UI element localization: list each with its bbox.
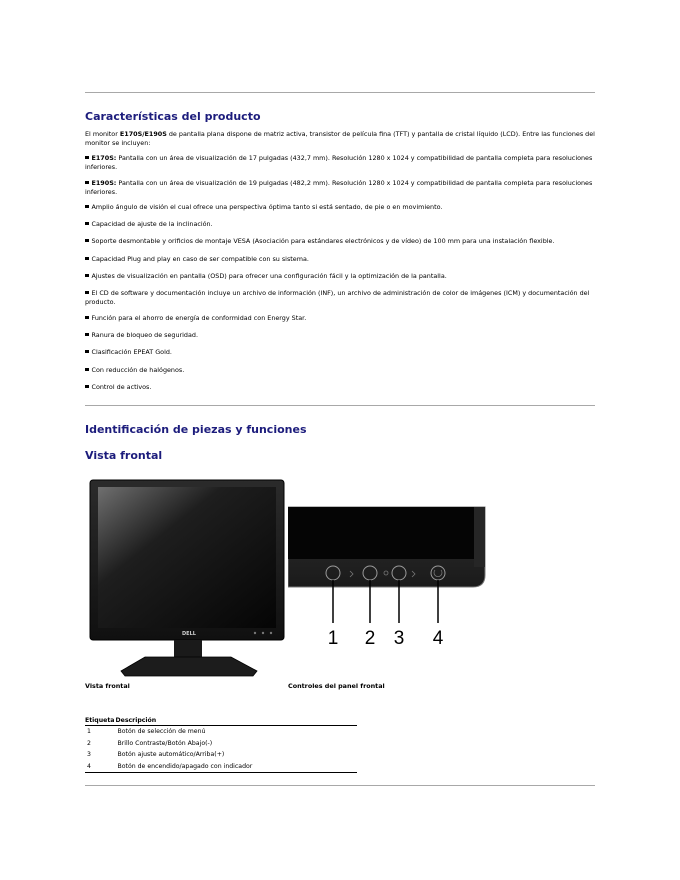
intro-models: E170S/E190S: [119, 130, 167, 138]
table-row: [85, 749, 357, 761]
intro-paragraph: [85, 130, 595, 148]
bullet-square-icon: [85, 257, 89, 261]
section-title-parts: Identificación de piezas y funciones: [85, 423, 307, 436]
feature-item: [85, 220, 597, 229]
bullet-square-icon: [85, 156, 89, 160]
feature-item: [85, 314, 597, 323]
callout-number: 2: [364, 628, 376, 649]
section-subtitle-front-view: Vista frontal: [85, 449, 163, 462]
intro-pre: El monitor: [85, 130, 120, 138]
bullet-square-icon: [85, 385, 89, 389]
row-label: 4: [85, 761, 115, 773]
feature-text: Pantalla con un área de visualización de 17 pulgadas (432,7 mm). Resolución 1280 x 1024 y compatibilidad de pantalla completa para resoluciones inferiores.: [85, 154, 593, 171]
row-label: 3: [87, 751, 91, 759]
feature-bold: E190S:: [91, 179, 117, 187]
callout-number: 3: [393, 628, 405, 649]
table-row: [85, 738, 357, 750]
mid-rule: [85, 405, 595, 406]
monitor-front-image: [85, 474, 285, 680]
callout-number: 1: [327, 628, 339, 649]
feature-item: [85, 154, 597, 172]
row-description: Botón de selección de menú: [117, 728, 206, 736]
feature-text: Con reducción de halógenos.: [91, 366, 185, 374]
controls-table: [85, 715, 357, 773]
feature-item: [85, 348, 597, 357]
feature-text: El CD de software y documentación incluye un archivo de información (INF), un archivo de administración de color de imágenes (ICM) y documentación del producto.: [85, 289, 590, 306]
callout-number: 4: [432, 628, 444, 649]
top-rule: [85, 92, 595, 93]
feature-item: [85, 255, 597, 264]
caption-front-view: Vista frontal: [85, 682, 130, 690]
feature-text: Función para el ahorro de energía de conformidad con Energy Star.: [91, 314, 307, 322]
bullet-square-icon: [85, 222, 89, 226]
column-header-description: Descripción: [115, 715, 357, 726]
intro-post: de pantalla plana dispone de matriz activa, transistor de película fina (TFT) y pantalla de cristal líquido (LCD). Entre las funciones del monitor se incluyen:: [85, 130, 595, 147]
row-description: Botón ajuste automático/Arriba(+): [117, 751, 225, 759]
feature-item: [85, 383, 597, 392]
caption-front-panel-controls: Controles del panel frontal: [288, 682, 385, 690]
feature-text: Soporte desmontable y orificios de montaje VESA (Asociación para estándares electrónicos y de vídeo) de 100 mm para una instalación flexible.: [91, 237, 555, 245]
monitor-logo: DELL: [182, 631, 196, 637]
table-row: [85, 761, 357, 773]
table-header-row: [85, 715, 357, 726]
bullet-square-icon: [85, 274, 89, 278]
row-description: Brillo Contraste/Botón Abajo(-): [117, 739, 213, 747]
bullet-square-icon: [85, 368, 89, 372]
bullet-square-icon: [85, 333, 89, 337]
feature-text: Ajustes de visualización en pantalla (OSD) para ofrecer una configuración fácil y la optimización de la pantalla.: [91, 272, 447, 280]
front-panel-controls-image: [288, 505, 488, 653]
feature-bold: E170S:: [91, 154, 117, 162]
feature-text: Amplio ángulo de visión el cual ofrece una perspectiva óptima tanto si está sentado, de pie o en movimiento.: [91, 203, 443, 211]
bullet-square-icon: [85, 205, 89, 209]
feature-text: Pantalla con un área de visualización de 19 pulgadas (482,2 mm). Resolución 1280 x 1024 y compatibilidad de pantalla completa para resoluciones inferiores.: [85, 179, 593, 196]
bullet-square-icon: [85, 181, 89, 185]
feature-item: [85, 203, 597, 212]
feature-item: [85, 179, 597, 197]
row-description: Botón de encendido/apagado con indicador: [115, 761, 357, 773]
feature-text: Ranura de bloqueo de seguridad.: [91, 331, 198, 339]
feature-item: [85, 289, 597, 307]
table-row: [85, 726, 357, 738]
bullet-square-icon: [85, 239, 89, 243]
feature-text: Capacidad Plug and play en caso de ser compatible con su sistema.: [91, 255, 309, 263]
feature-item: [85, 272, 597, 281]
feature-item: [85, 237, 597, 246]
bullet-square-icon: [85, 316, 89, 320]
feature-text: Capacidad de ajuste de la inclinación.: [91, 220, 213, 228]
bullet-square-icon: [85, 350, 89, 354]
row-label: 2: [87, 739, 91, 747]
section-title-features: Características del producto: [85, 110, 261, 123]
column-header-label: Etiqueta: [85, 716, 115, 724]
feature-item: [85, 331, 597, 340]
feature-text: Control de activos.: [91, 383, 152, 391]
feature-text: Clasificación EPEAT Gold.: [91, 348, 172, 356]
bottom-rule: [85, 785, 595, 786]
row-label: 1: [87, 728, 91, 736]
bullet-square-icon: [85, 291, 89, 295]
feature-item: [85, 366, 597, 375]
